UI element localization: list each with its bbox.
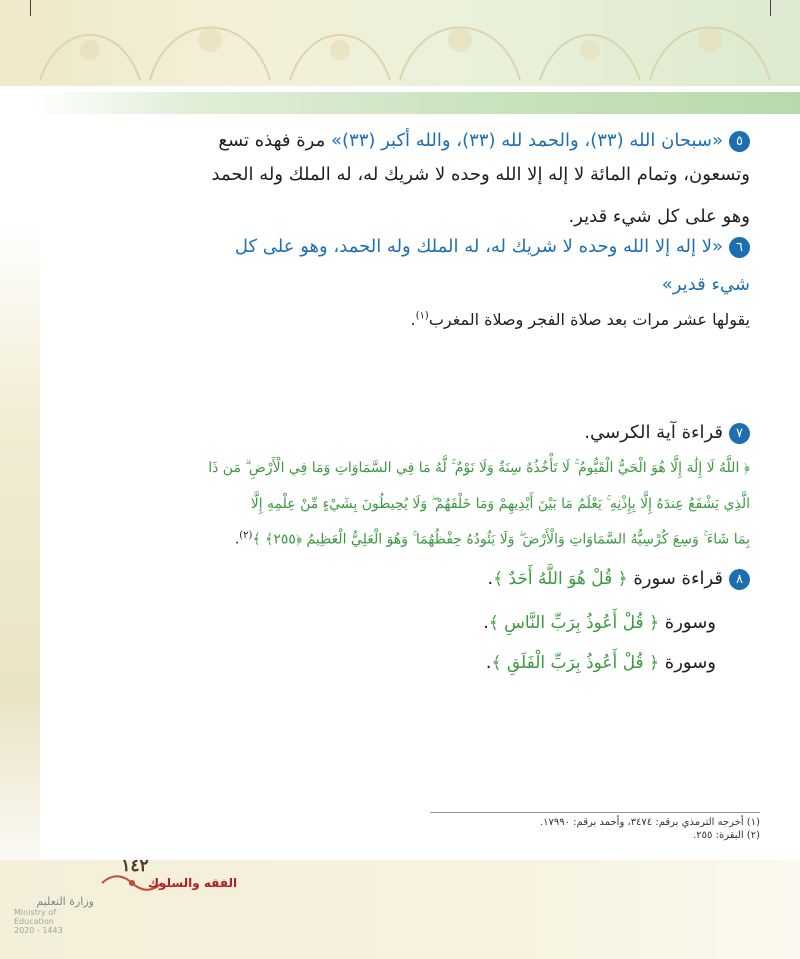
surah-falaq: ﴿ قُلْ أَعُوذُ بِرَبِّ الْفَلَقِ ﴾ [491, 653, 660, 673]
item-7-line [60, 422, 750, 444]
item-5-line-2: وتسعون، وتمام المائة لا إله إلا الله وحده لا شريك له، له الملك وله الحمد [211, 164, 750, 185]
footnote-2: (٢) البقرة: ٢٥٥. [693, 830, 760, 841]
item-number-badge: ٥ [729, 131, 750, 152]
ministry-year: 2020 - 1443 [14, 926, 63, 935]
crop-mark [30, 0, 31, 16]
ayat-kursi-line-3: بِمَا شَاءَ ۚ وَسِعَ كُرْسِيُّهُ السَّمَاوَاتِ وَالْأَرْضَ ۖ وَلَا يَئُودُهُ حِفْظُهُمَا ۚ وَهُوَ الْعَلِيُّ الْعَظِيمُ ﴿٢٥٥﴾ ﴾$^{(٢)}$. [234, 530, 750, 548]
surah-ikhlas: ﴿ قُلْ هُوَ اللَّهُ أَحَدٌ ﴾ [493, 569, 628, 589]
footnotes [430, 812, 760, 842]
page-number: ١٤٢ [121, 856, 149, 876]
item-6-line-2: شيء قدير» [661, 274, 750, 295]
item-8-line-2: وسورة ﴿ قُلْ أَعُوذُ بِرَبِّ النَّاسِ ﴾. [483, 612, 716, 633]
item-5-line-3: وهو على كل شيء قدير. [568, 206, 750, 227]
crop-mark [770, 0, 771, 16]
footnote-ref: (٢) [239, 530, 253, 541]
item-number-badge: ٧ [729, 423, 750, 444]
top-decorative-band [0, 0, 800, 86]
left-ornament [0, 220, 40, 900]
item-number-badge: ٦ [729, 237, 750, 258]
item-6-line-1 [60, 236, 750, 258]
ministry-name: وزارة التعليم [36, 895, 94, 908]
book-title: الفقه والسلوك [148, 876, 238, 890]
item-6-instruction: يقولها عشر مرات بعد صلاة الفجر وصلاة المغرب [428, 310, 750, 329]
ministry-logo [14, 895, 94, 935]
footnote-ref: (١) [415, 310, 429, 322]
surah-nas: ﴿ قُلْ أَعُوذُ بِرَبِّ النَّاسِ ﴾ [488, 613, 660, 633]
tasbih-quote: «سبحان الله (٣٣)، والحمد لله (٣٣)، والله أكبر (٣٣)» [330, 130, 723, 151]
ayat-kursi-line-2: الَّذِي يَشْفَعُ عِندَهُ إِلَّا بِإِذْنِهِ ۚ يَعْلَمُ مَا بَيْنَ أَيْدِيهِمْ وَمَا خَلْفَهُمْ ۖ وَلَا يُحِيطُونَ بِشَيْءٍ مِّنْ عِلْمِهِ إِلَّا [250, 496, 750, 512]
ayat-kursi-text: بِمَا شَاءَ ۚ وَسِعَ كُرْسِيُّهُ السَّمَاوَاتِ وَالْأَرْضَ ۖ وَلَا يَئُودُهُ حِفْظُهُمَا ۚ وَهُوَ الْعَلِيُّ الْعَظِيمُ ﴿٢٥٥﴾ ﴾ [252, 531, 750, 548]
floral-pattern-icon [0, 0, 800, 86]
item-5-text: مرة فهذه تسع [218, 130, 331, 151]
ayat-kursi-label: قراءة آية الكرسي. [584, 422, 723, 443]
item-number-badge: ٨ [729, 569, 750, 590]
footnote-1: (١) أخرجه الترمذي برقم: ٣٤٧٤، وأحمد برقم: ١٧٩٩٠. [539, 817, 760, 828]
item-5-line-1 [60, 130, 750, 152]
tahlil-quote: «لا إله إلا الله وحده لا شريك له، له الملك وله الحمد، وهو على كل [234, 236, 723, 257]
item-8-line-3: وسورة ﴿ قُلْ أَعُوذُ بِرَبِّ الْفَلَقِ ﴾. [485, 652, 716, 673]
header-green-bar [30, 92, 800, 114]
ministry-name-en: Ministry of Education [14, 908, 56, 926]
item-8-line-1: ٨قراءة سورة ﴿ قُلْ هُوَ اللَّهُ أَحَدٌ ﴾. [60, 568, 750, 590]
ayat-kursi-line-1: ﴿ اللَّهُ لَا إِلَٰهَ إِلَّا هُوَ الْحَيُّ الْقَيُّومُ ۚ لَا تَأْخُذُهُ سِنَةٌ وَلَا نَوْمٌ ۚ لَّهُ مَا فِي السَّمَاوَاتِ وَمَا فِي الْأَرْضِ ۗ مَن ذَا [208, 460, 750, 476]
item-6-line-3: يقولها عشر مرات بعد صلاة الفجر وصلاة المغرب$^{(١)}$. [410, 310, 750, 329]
